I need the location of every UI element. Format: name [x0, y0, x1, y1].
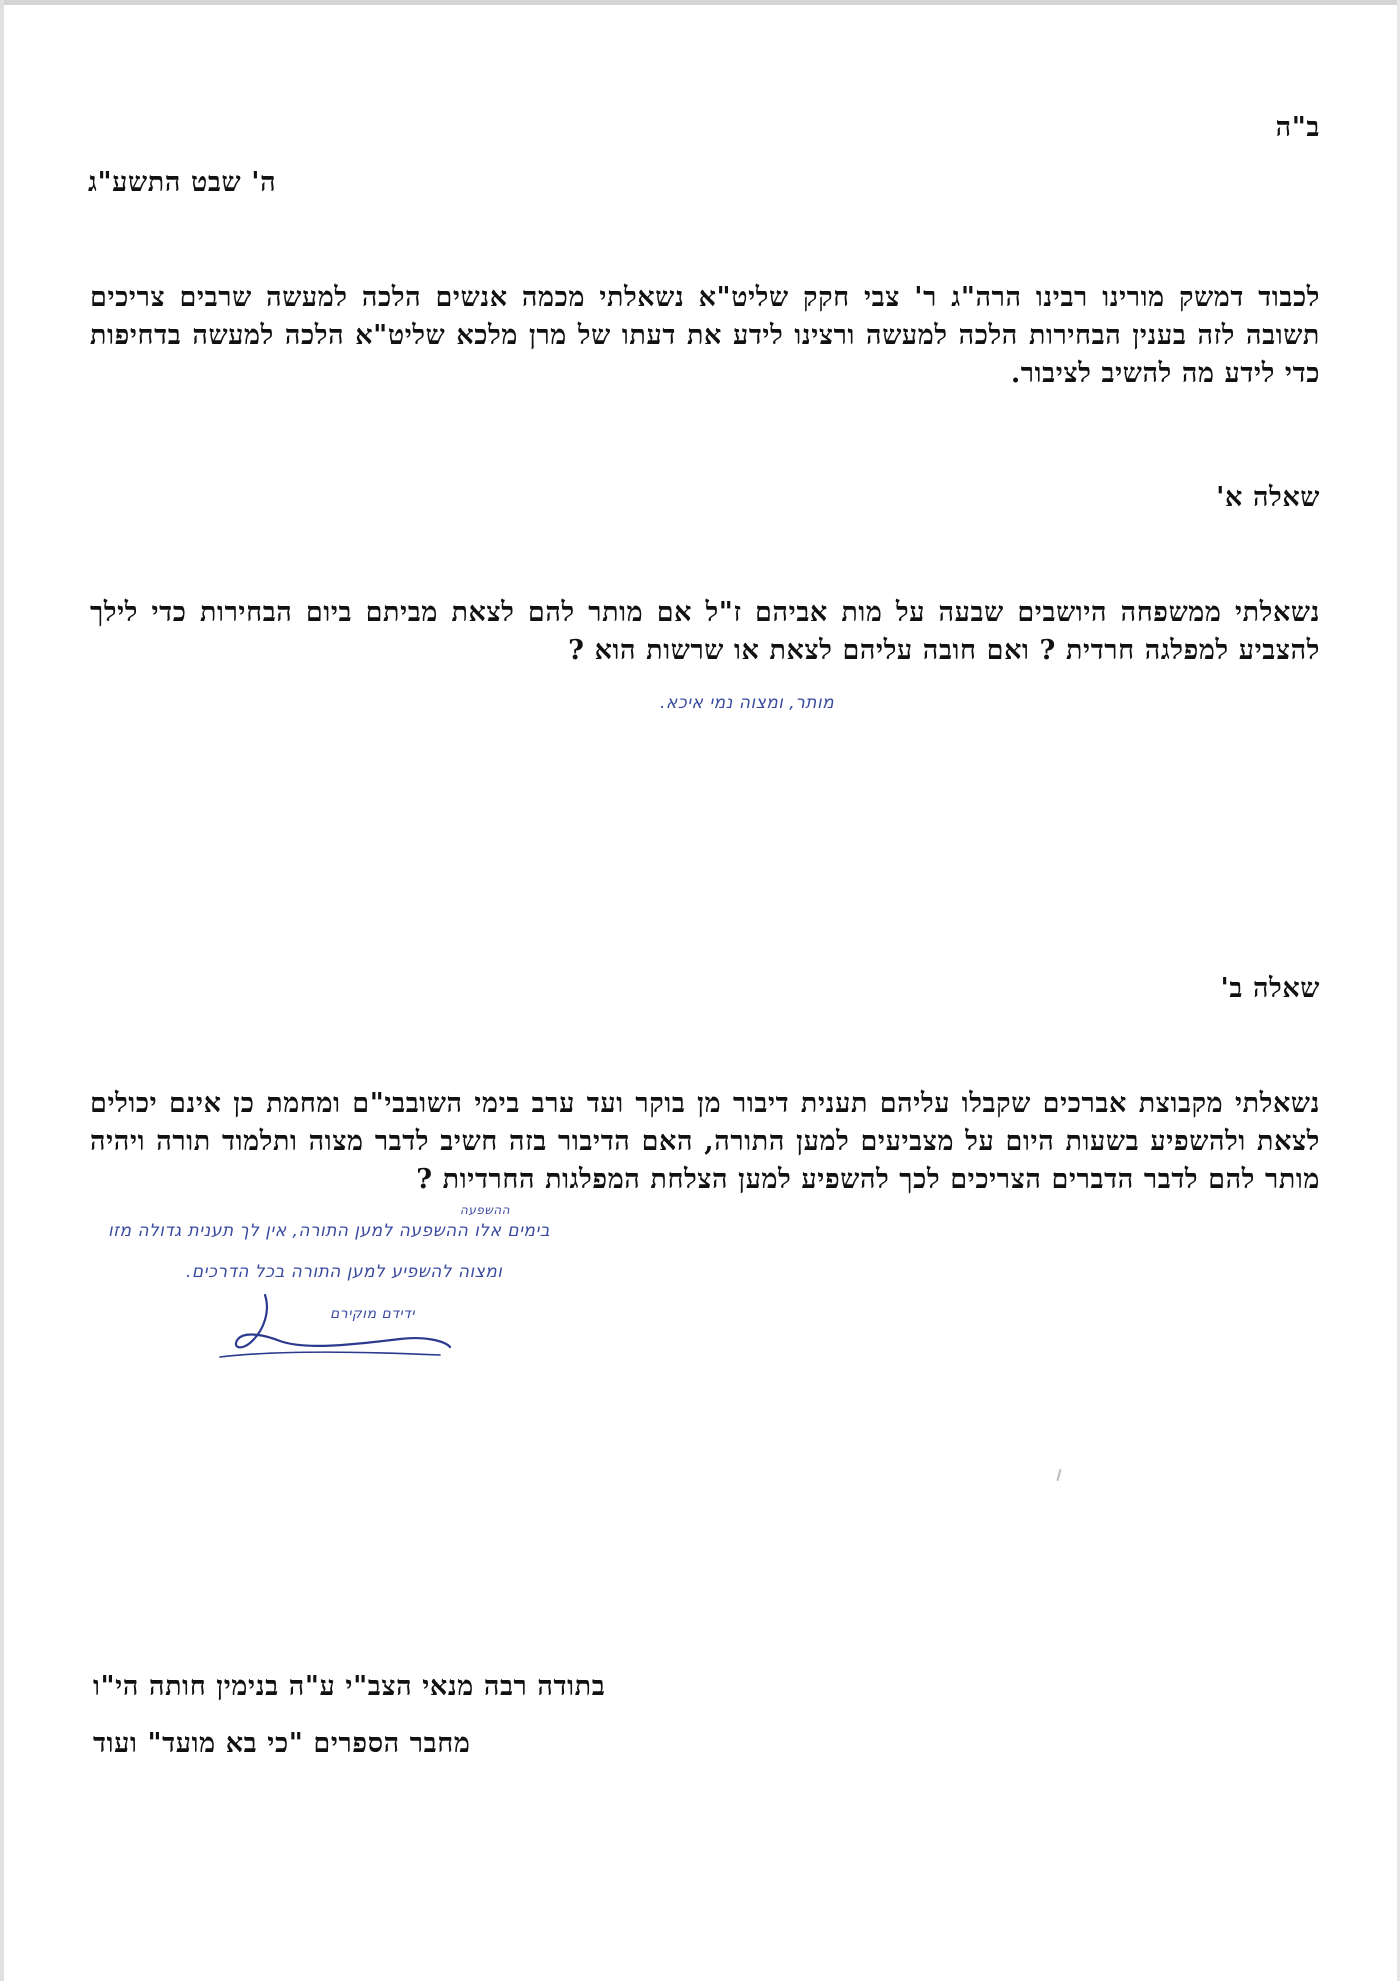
question-b-handwritten-answer-line1: בימים אלו ההשפעה למען התורה, אין לך תענית גדולה מזו — [108, 1221, 551, 1241]
question-a-body: נשאלתי ממשפחה היושבים שבעה על מות אביהם ז"ל אם מותר להם לצאת מביתם ביום הבחירות כדי לילך להצביע למפלגה חרדית ? ואם חובה עליהם לצאת או שרשות הוא ? — [90, 597, 1320, 666]
question-a-handwritten-answer: מותר, ומצוה נמי איכא. — [660, 693, 835, 713]
closing-line-2: מחבר הספרים "כי בא מועד" ועוד — [93, 1728, 471, 1759]
question-b-handwritten-answer-line2: ומצוה להשפיע למען התורה בכל הדרכים. — [186, 1262, 503, 1282]
hebrew-date: ה' שבט התשע"ג — [88, 167, 277, 198]
question-b-body: נשאלתי מקבוצת אברכים שקבלו עליהם תענית דיבור מן בוקר ועד ערב בימי השובבי"ם ומחמת כן אינם יכולים לצאת ולהשפיע בשעות היום על מצביעים למען התורה, האם הדיבור בזה חשיב לדבר מצוה ותלמוד תורה ויהיה מותר להם לדבר הדברים הצריכים לכך להשפיע למען הצלחת המפלגות החרדיות ? — [90, 1088, 1320, 1195]
stray-pen-mark — [1056, 1469, 1061, 1481]
question-b-handwritten-superscript: ההשפעה — [460, 1203, 511, 1217]
question-b-title: שאלה ב' — [1220, 973, 1320, 1004]
page-top-edge — [0, 0, 1400, 5]
question-a-title: שאלה א' — [1216, 482, 1320, 513]
page-left-edge — [0, 0, 4, 1981]
signature-label: ידידם מוקירם — [330, 1306, 415, 1322]
handwritten-signature — [210, 1275, 460, 1365]
bh-heading: ב"ה — [1275, 112, 1320, 143]
intro-paragraph: לכבוד דמשק מורינו רבינו הרה"ג ר' צבי חקק שליט"א נשאלתי מכמה אנשים הלכה למעשה שרבים צריכים תשובה לזה בענין הבחירות הלכה למעשה ורצינו לידע את דעתו של מרן מלכא שליט"א הלכה למעשה בדחיפות כדי לידע מה להשיב לציבור. — [90, 282, 1320, 389]
closing-line-1: בתודה רבה מנאי הצב"י ע"ה בנימין חותה הי"ו — [93, 1671, 606, 1702]
